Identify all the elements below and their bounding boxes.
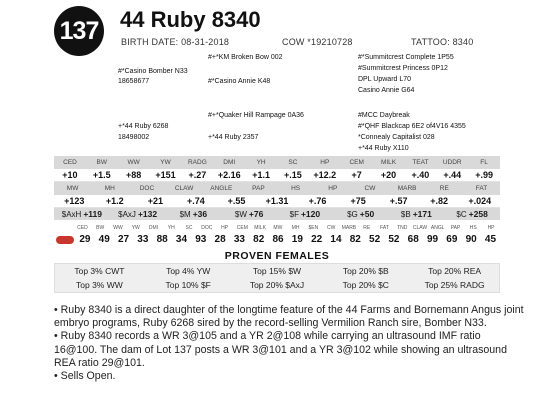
epd-label: MARB — [397, 185, 417, 192]
proven-female-stat: Top 20% $AxJ — [249, 280, 305, 290]
bullet-3: • Sells Open. — [54, 370, 116, 383]
percentile-value: 49 — [98, 234, 110, 245]
percentile-label: MH — [291, 225, 300, 231]
animal-name: 44 Ruby 8340 — [120, 7, 261, 32]
epd-value: +1.1 — [252, 170, 270, 180]
epd-value: +.55 — [227, 196, 246, 206]
epd-label: RE — [439, 185, 449, 192]
pedigree-ssd: #*Casino Annie K48 — [208, 78, 271, 85]
percentile-value: 52 — [369, 234, 381, 245]
proven-female-stat: Top 15% $W — [252, 266, 302, 276]
epd-value: +151 — [155, 170, 176, 180]
spacer — [54, 223, 74, 233]
epd-label: YW — [160, 159, 171, 166]
dollar-index-label: $C — [456, 209, 467, 219]
proven-female-stat: Top 20% $C — [342, 280, 389, 290]
percentile-label: CLAW — [412, 225, 428, 231]
epd-value: +75 — [350, 196, 366, 206]
epd-label: CEM — [349, 159, 364, 166]
epd-value: +.74 — [187, 196, 205, 206]
dollar-index-label: $W — [234, 209, 247, 219]
percentile-value: 82 — [349, 234, 361, 245]
percentile-label: ANGL — [430, 225, 445, 231]
percentile-label: CED — [77, 225, 88, 231]
epd-value: +20 — [380, 170, 397, 180]
epd-value: +10 — [62, 170, 78, 180]
pedigree-ds: DPL Upward L70 — [358, 76, 412, 83]
dollar-index — [333, 208, 389, 220]
epd-label: ANGLE — [210, 185, 233, 192]
epd-table — [54, 156, 500, 246]
bullet-1: • Ruby 8340 is a direct daughter of the longtime feature of the 44 Farms and Bornemann Angus joint embryo programs, Ruby 6268 sired by the record-selling Vermilion Ranch sire, Bomber N33. — [54, 304, 524, 330]
percentile-label: RE — [363, 225, 371, 231]
percentile-value: 27 — [117, 234, 130, 245]
percentile-value: 33 — [137, 234, 149, 245]
percentile-label: MARB — [341, 225, 357, 231]
epd-label: UDDR — [442, 159, 462, 166]
epd-value: +7 — [351, 170, 362, 180]
epd-label: CLAW — [174, 185, 194, 192]
percentile-value: 22 — [311, 234, 323, 245]
epd-value: +.024 — [468, 196, 492, 206]
epd-value: +21 — [147, 196, 163, 206]
dollar-index-label: $AxH — [61, 209, 82, 219]
epd-value: +1.2 — [105, 196, 124, 206]
epd-label: TEAT — [412, 159, 429, 166]
percentile-label: CEM — [236, 225, 248, 231]
pedigree-dd: +*44 Ruby 2357 — [208, 134, 259, 141]
pedigree-dsd: Casino Annie G64 — [358, 87, 415, 94]
pedigree-ddd: +*44 Ruby X110 — [358, 145, 409, 152]
epd-value: +.15 — [284, 170, 302, 180]
epd-label: HS — [291, 185, 301, 192]
percentile-value: 45 — [484, 234, 497, 245]
epd-label: HP — [328, 185, 338, 192]
dollar-index-value: +120 — [300, 209, 321, 219]
percentile-label: $EN — [308, 225, 319, 231]
percentile-value: 99 — [426, 234, 439, 245]
pedigree-dssd: #Summitcrest Princess 0P12 — [358, 65, 448, 72]
epd-value: +.76 — [308, 196, 327, 206]
percentile-value: 14 — [330, 234, 342, 245]
dollar-index — [110, 208, 166, 220]
proven-female-stat: Top 25% RADG — [424, 280, 485, 290]
pedigree-dam: +*44 Ruby 6268 — [118, 123, 169, 130]
percentile-value: 90 — [465, 234, 477, 245]
dollar-index-value: +132 — [137, 209, 158, 219]
proven-female-stat: Top 10% $F — [165, 280, 211, 290]
percentile-value: 88 — [156, 234, 168, 245]
percentile-value: 33 — [233, 234, 245, 245]
percentile-value: 29 — [79, 234, 91, 245]
dollar-index-value: +50 — [359, 209, 375, 219]
percentile-label: HP — [221, 225, 229, 231]
epd-value: +.44 — [443, 170, 462, 180]
dollar-index — [444, 208, 500, 220]
dollar-index-label: $F — [289, 209, 299, 219]
percentile-label: SC — [185, 225, 193, 231]
dollar-index-value: +36 — [192, 209, 208, 219]
epd-row1-values — [54, 169, 500, 182]
epd-label: BW — [96, 159, 108, 166]
dollar-index-label: $G — [347, 209, 358, 219]
epd-label: RADG — [187, 159, 207, 166]
epd-label: HP — [320, 159, 330, 166]
dollar-index-value: +119 — [83, 209, 102, 219]
percentile-value: 69 — [446, 234, 458, 245]
epd-label: WW — [127, 159, 140, 166]
pedigree-dss: #*Summitcrest Complete 1P55 — [358, 54, 454, 61]
percentile-label: CW — [326, 225, 336, 231]
bullet-2: • Ruby 8340 records a WR 3@105 and a YR 2@108 while carrying an ultrasound IMF ratio 16@100. The dam of Lot 137 posts a WR 3@101 and a YR 3@102 while showing an ultrasound REA ratio 29@101. — [54, 330, 507, 369]
proven-females-box — [54, 263, 500, 293]
proven-females-row — [55, 278, 499, 292]
percentile-value: 93 — [195, 234, 207, 245]
percentile-label: DOC — [201, 225, 213, 231]
proven-female-stat: Top 20% REA — [428, 266, 482, 276]
dollar-index-label: $AxJ — [118, 209, 136, 219]
epd-label: YH — [256, 159, 266, 166]
percentile-values-row — [54, 233, 500, 246]
percentile-value: 34 — [175, 234, 188, 245]
logo-shape — [56, 236, 74, 244]
birth-date: BIRTH DATE: 08-31-2018 — [121, 37, 230, 47]
percentile-label: BW — [96, 225, 105, 231]
epd-row2-labels — [54, 182, 500, 195]
percentile-label: PAP — [450, 225, 461, 231]
proven-females-row — [55, 264, 499, 278]
angus-logo-icon — [54, 233, 75, 246]
epd-label: SC — [288, 159, 298, 166]
epd-label: FAT — [475, 185, 488, 192]
pedigree-sire-reg: 18658677 — [118, 78, 150, 85]
proven-female-stat: Top 3% CWT — [74, 266, 125, 276]
epd-value: +.57 — [389, 196, 408, 206]
percentile-value: 82 — [253, 234, 265, 245]
percentile-label: DMI — [148, 225, 159, 231]
dollar-index — [389, 208, 445, 220]
percentile-value: 28 — [214, 234, 226, 245]
epd-value: +1.5 — [92, 170, 111, 180]
percentile-value: 68 — [407, 234, 419, 245]
dollar-index — [166, 208, 222, 220]
percentile-label: MILK — [254, 225, 266, 231]
epd-label: CED — [63, 159, 77, 166]
percentile-label: MW — [273, 225, 283, 231]
description — [54, 304, 524, 383]
percentile-label: WW — [113, 225, 123, 231]
percentile-label: HS — [469, 225, 477, 231]
epd-label: MH — [104, 185, 115, 192]
dollar-index-value: +171 — [412, 209, 432, 219]
epd-value: +1.31 — [265, 196, 289, 206]
dollar-index-value: +76 — [248, 209, 264, 219]
percentile-label: TND — [397, 225, 408, 231]
epd-label: FL — [480, 159, 488, 166]
dollar-index-label: $B — [400, 209, 411, 219]
epd-label: DOC — [139, 185, 155, 192]
proven-females-title: PROVEN FEMALES — [224, 250, 330, 262]
percentile-value: 86 — [272, 234, 284, 245]
pedigree-ddss: #MCC Daybreak — [358, 112, 410, 119]
epd-row1-labels — [54, 156, 500, 169]
tattoo: TATTOO: 8340 — [411, 37, 474, 47]
percentile-label: HP — [487, 225, 495, 231]
proven-female-stat: Top 3% WW — [76, 280, 123, 290]
epd-value: +88 — [126, 170, 142, 180]
epd-value: +123 — [64, 196, 85, 206]
percentile-value: 19 — [291, 234, 303, 245]
epd-value: +2.16 — [217, 170, 241, 180]
pedigree-sss: #+*KM Broken Bow 002 — [208, 54, 283, 61]
pedigree-sire: #*Casino Bomber N33 — [118, 68, 188, 75]
epd-label: CW — [364, 185, 376, 192]
lot-number-badge: 137 — [54, 6, 104, 56]
epd-value: +.82 — [430, 196, 449, 206]
percentile-value: 52 — [388, 234, 400, 245]
pedigree-dsss: #+*Quaker Hill Rampage 0A36 — [208, 112, 304, 119]
pedigree-ddsd: *Connealy Capitalist 028 — [358, 134, 435, 141]
epd-value: +.40 — [411, 170, 430, 180]
pedigree-dds: #*QHF Blackcap 6E2 of4V16 4355 — [358, 123, 466, 130]
epd-value: +12.2 — [313, 170, 337, 180]
epd-value: +.27 — [188, 170, 207, 180]
percentile-label: FAT — [380, 225, 389, 231]
percentile-label: YW — [131, 225, 140, 231]
cow-registration: COW *19210728 — [282, 37, 353, 47]
epd-value: +.99 — [475, 170, 493, 180]
percentile-label: YH — [167, 225, 175, 231]
proven-female-stat: Top 4% YW — [166, 266, 211, 276]
epd-label: PAP — [252, 185, 265, 192]
dollar-index-value: +258 — [468, 209, 488, 219]
dollar-index-label: $M — [179, 209, 191, 219]
dollar-index — [277, 208, 333, 220]
dollar-index — [221, 208, 277, 220]
epd-label: DMI — [223, 159, 236, 166]
epd-row2-values — [54, 195, 500, 208]
proven-female-stat: Top 20% $B — [342, 266, 389, 276]
epd-label: MW — [66, 185, 79, 192]
pedigree-dam-reg: 18498002 — [118, 134, 150, 141]
epd-label: MILK — [380, 159, 397, 166]
dollar-index-row — [54, 208, 500, 220]
dollar-index — [54, 208, 110, 220]
percentile-labels-row — [54, 223, 500, 233]
